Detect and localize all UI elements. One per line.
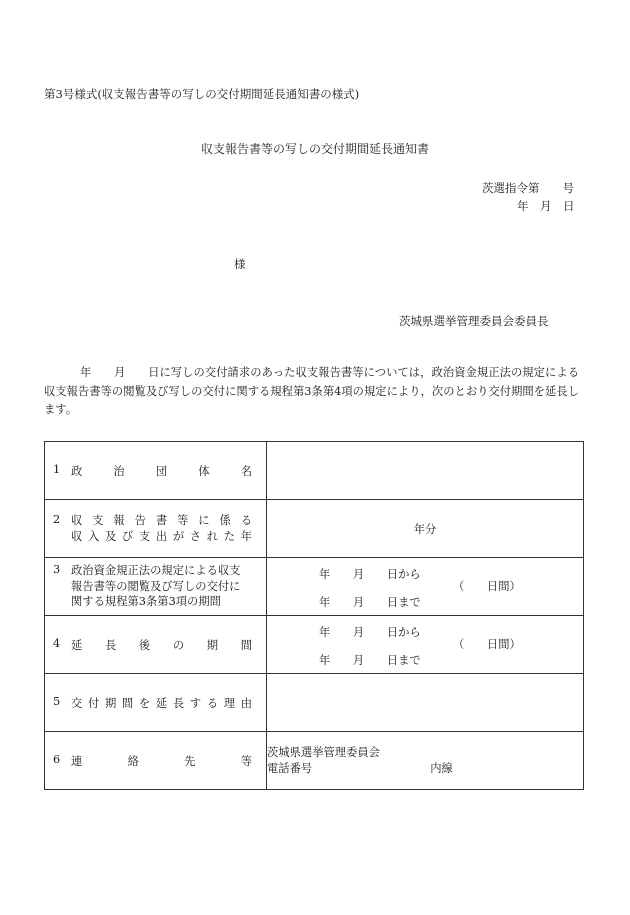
row-number: 2 [53, 512, 61, 526]
contact-extension-label: 内線 [430, 761, 453, 775]
document-title: 収支報告書等の写しの交付期間延長通知書 [200, 142, 429, 156]
period-to: 年 月 日まで [319, 596, 421, 609]
document-number: 茨選指令第 号 [482, 181, 574, 195]
table-row [45, 732, 584, 790]
row-number: 5 [53, 694, 61, 708]
label-cell [45, 558, 267, 616]
period-days: （ 日間） [453, 638, 521, 651]
table-row [45, 674, 584, 732]
label-cell [45, 442, 267, 500]
row-label: 政治団体名 [71, 464, 252, 478]
row-label-line: 収入及び支出がされた年 [71, 529, 252, 543]
value-cell: 年分 [267, 500, 584, 558]
row-label-line: 政治資金規正法の規定による収支 [71, 564, 241, 578]
period-from: 年 月 日から [319, 568, 421, 581]
row-number: 4 [53, 636, 61, 650]
row-label-line: 収支報告書等に係る [71, 513, 252, 527]
period-cell [267, 558, 584, 616]
row-label-line: 関する規程第3条第3項の期間 [71, 595, 221, 609]
row-label: 延長後の期間 [71, 638, 252, 652]
label-cell [45, 674, 267, 732]
period-cell [267, 616, 584, 674]
info-table [44, 441, 584, 790]
document-date: 年 月 日 [517, 199, 575, 213]
label-cell [45, 732, 267, 790]
period-days: （ 日間） [453, 580, 521, 593]
table-row [45, 558, 584, 616]
row-label: 交付期間を延長する理由 [71, 696, 252, 710]
contact-organization: 茨城県選挙管理委員会 [267, 745, 380, 759]
table-row [45, 500, 584, 558]
addressee-suffix: 様 [234, 257, 246, 271]
label-cell [45, 500, 267, 558]
period-to: 年 月 日まで [319, 654, 421, 667]
sender-title: 茨城県選挙管理委員会委員長 [399, 314, 549, 328]
label-cell [45, 616, 267, 674]
period-from: 年 月 日から [319, 626, 421, 639]
row-label: 連絡先等 [71, 754, 252, 768]
form-label: 第3号様式(収支報告書等の写しの交付期間延長通知書の様式) [44, 87, 360, 101]
row-label-line: 報告書等の閲覧及び写しの交付に [71, 579, 241, 593]
value-cell [267, 442, 584, 500]
row-number: 1 [53, 462, 61, 476]
table-row [45, 616, 584, 674]
contact-cell [267, 732, 584, 790]
table-row [45, 442, 584, 500]
body-paragraph: 年 月 日に写しの交付請求のあった収支報告書等については，政治資金規正法の規定による収支報告書等の閲覧及び写しの交付に関する規程第3条第4項の規定により，次のとおり交付期間を延長します。 [44, 366, 579, 416]
contact-phone-label: 電話番号 [267, 761, 313, 775]
value-cell [267, 674, 584, 732]
row-number: 3 [53, 563, 61, 577]
row-number: 6 [53, 752, 61, 766]
